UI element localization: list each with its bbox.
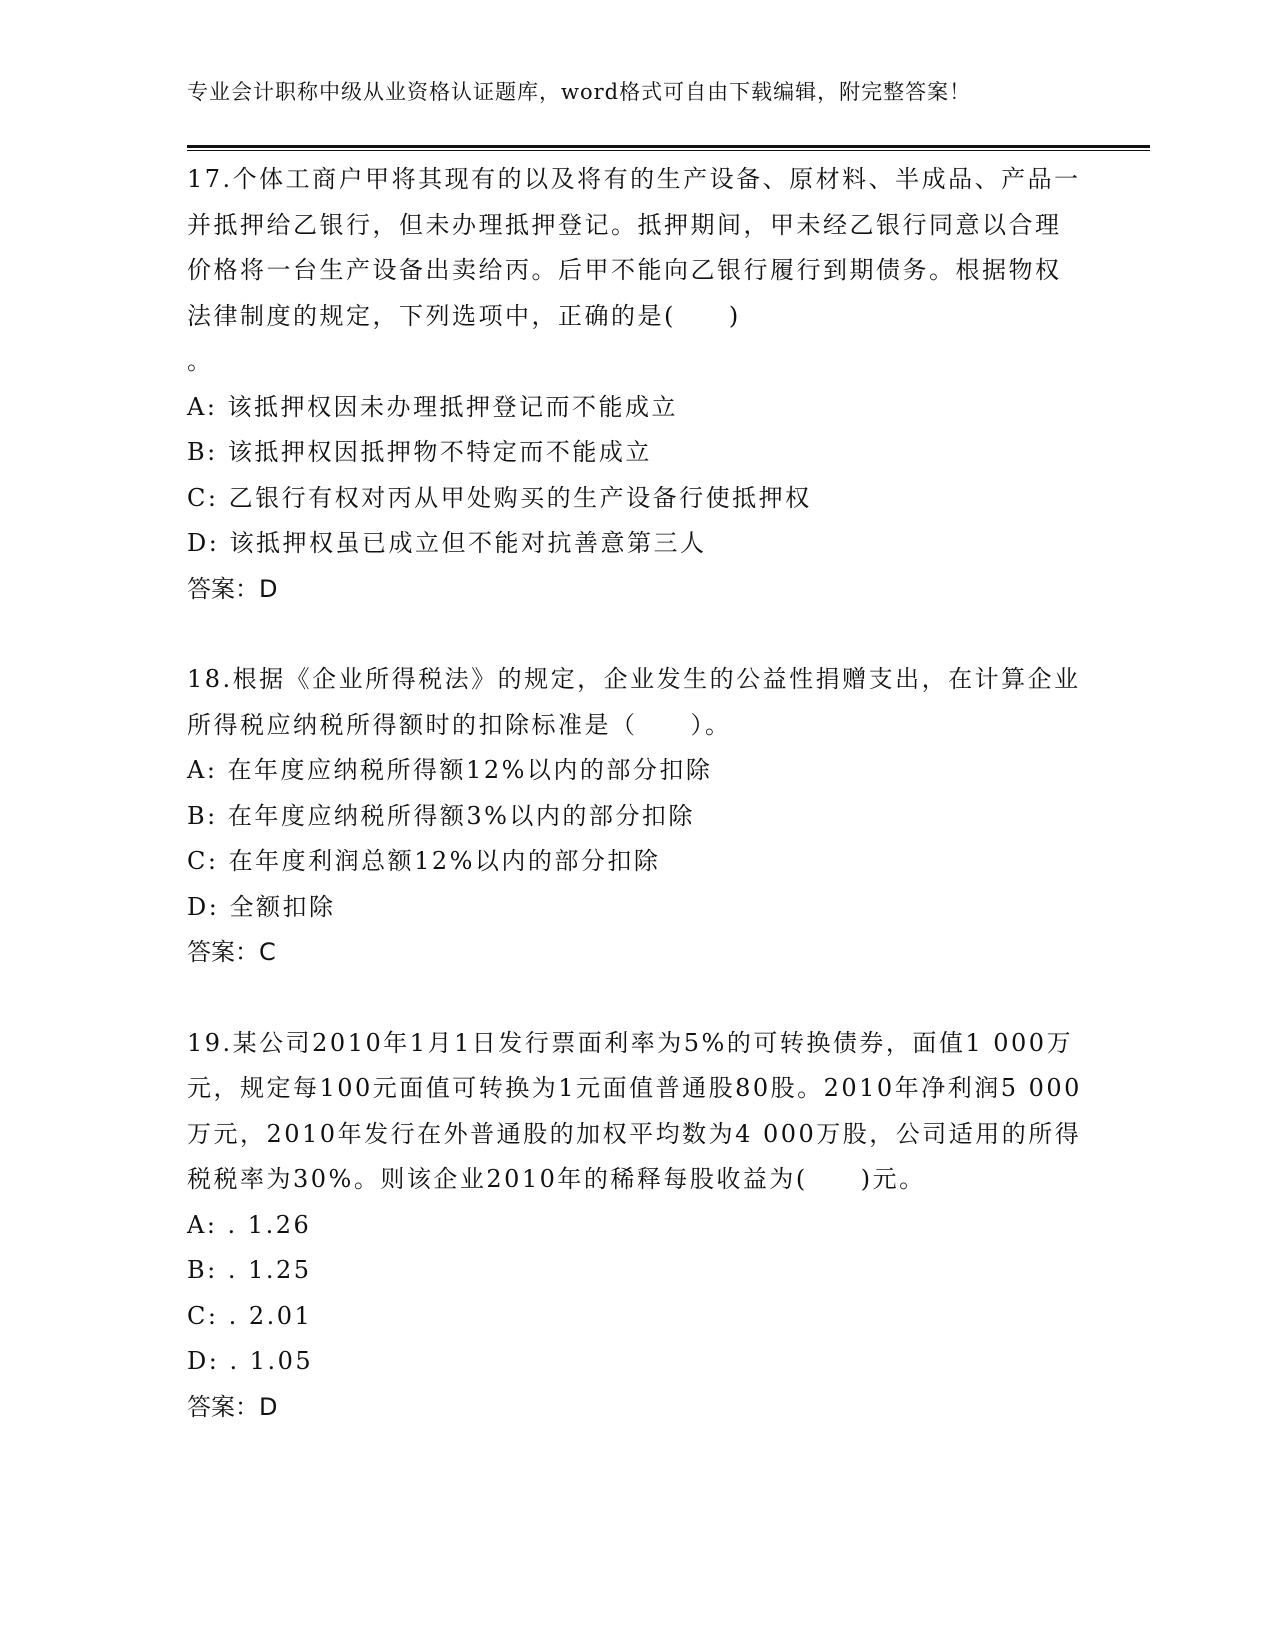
header-rule-thin <box>187 150 1150 151</box>
option-c: C: 在年度利润总额12%以内的部分扣除 <box>187 847 661 875</box>
option-a: A: 在年度应纳税所得额12%以内的部分扣除 <box>187 756 713 784</box>
option-c: C: 乙银行有权对丙从甲处购买的生产设备行使抵押权 <box>187 483 812 512</box>
option-a: A: 该抵押权因未办理抵押登记而不能成立 <box>187 392 679 421</box>
question-stem: 18.根据《企业所得税法》的规定，企业发生的公益性捐赠支出，在计算企业所得税应纳税所得额时的扣除标准是（ ）。 <box>187 665 1081 739</box>
option-d: D: 该抵押权虽已成立但不能对抗善意第三人 <box>187 529 707 557</box>
option-b: B: . 1.25 <box>187 1256 312 1284</box>
question-19 <box>187 1021 1087 1431</box>
option-a: A: . 1.26 <box>187 1210 312 1239</box>
question-stem: 17.个体工商户甲将其现有的以及将有的生产设备、原材料、半成品、产品一并抵押给乙银行，但未办理抵押登记。抵押期间，甲未经乙银行同意以合理价格将一台生产设备出卖给丙。后甲不能向乙银行履行到期债务。根据物权法律制度的规定，下列选项中，正确的是( ) 。 <box>187 165 1081 375</box>
option-d: D: 全额扣除 <box>187 892 336 921</box>
option-b: B: 该抵押权因抵押物不特定而不能成立 <box>187 438 652 466</box>
question-list <box>187 157 1087 1430</box>
question-gap <box>187 976 1087 1021</box>
question-17 <box>187 157 1087 612</box>
question-18 <box>187 657 1087 976</box>
option-d: D: . 1.05 <box>187 1347 314 1375</box>
page-header: 专业会计职称中级从业资格认证题库，word格式可自由下载编辑，附完整答案！ <box>187 80 972 104</box>
option-b: B: 在年度应纳税所得额3%以内的部分扣除 <box>187 801 695 830</box>
option-c: C: . 2.01 <box>187 1301 313 1330</box>
answer-label: 答案：C <box>187 938 276 966</box>
question-stem: 19.某公司2010年1月1日发行票面利率为5%的可转换债券，面值1 000万元，规定每100元面值可转换为1元面值普通股80股。2010年净利润5 000万元，2010年发行在外普通股的加权平均数为4 000万股，公司适用的所得税税率为30%。则该企业2010年的稀释每股收益为( )元。 <box>187 1028 1082 1193</box>
answer-label: 答案：D <box>187 1392 278 1421</box>
answer-label: 答案：D <box>187 574 278 603</box>
question-gap <box>187 612 1087 657</box>
header-rule-thick <box>187 145 1150 148</box>
